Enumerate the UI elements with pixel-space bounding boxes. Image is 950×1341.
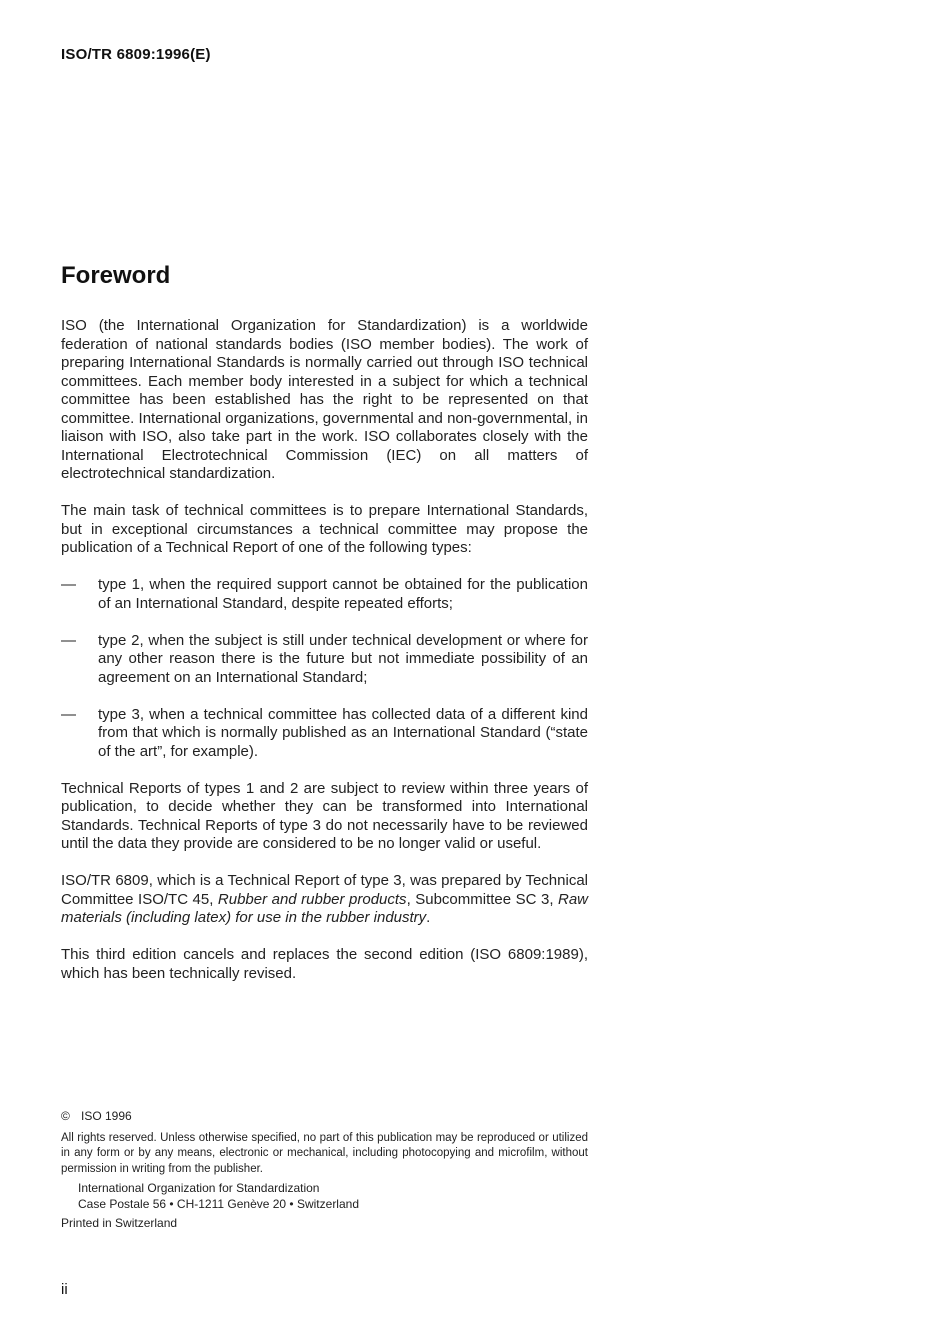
publisher-name: International Organization for Standardization	[78, 1181, 320, 1195]
subcommittee-title: Raw materials (including latex) for use in the rubber industry	[61, 890, 589, 926]
list-dash: —	[61, 705, 76, 723]
copyright-icon: ©	[61, 1109, 70, 1123]
list-dash: —	[61, 631, 76, 649]
foreword-paragraph-1: ISO (the International Organization for Standardization) is a worldwide federation of national standards bodies (ISO member bodies). The work of preparing International Standards is normally carried out through ISO technical committees. Each member body interested in a subject for which a technical committee has been established has the right to be represented on that committee. International organizations, governmental and non-governmental, in liaison with ISO, also take part in the work. ISO collaborates closely with the International Electrotechnical Commission (IEC) on all matters of electrotechnical standardization.	[61, 317, 588, 482]
list-item-text: type 1, when the required support cannot be obtained for the publication of an International Standard, despite repeated efforts;	[98, 576, 588, 612]
foreword-heading: Foreword	[61, 262, 171, 289]
foreword-body	[61, 317, 588, 1002]
printed-location: Printed in Switzerland	[61, 1216, 178, 1230]
publisher-postal: Case Postale 56 • CH-1211 Genève 20 • Switzerland	[78, 1196, 359, 1211]
foreword-paragraph-4	[61, 872, 588, 928]
list-item	[61, 706, 588, 762]
copyright-notice	[61, 1109, 588, 1232]
foreword-paragraph-3: Technical Reports of types 1 and 2 are subject to review within three years of publication, to decide whether they can be transformed into International Standards. Technical Reports of type 3 do not necessarily have to be reviewed until the data they provide are considered to be no longer valid or useful.	[61, 779, 588, 852]
list-item-text: type 3, when a technical committee has collected data of a different kind from that which is normally published as an International Standard (“state of the art”, for example).	[98, 705, 588, 760]
copyright-year: ISO 1996	[81, 1109, 132, 1123]
copyright-line	[61, 1109, 588, 1125]
foreword-paragraph-2: The main task of technical committees is to prepare International Standards, but in exceptional circumstances a technical committee may propose the publication of a Technical Report of one of the following types:	[61, 502, 588, 556]
paragraph-4-text-a: ISO/TR 6809, which is a Technical Report of type 3, was prepared by Technical Committee ISO/TC 45,	[61, 872, 588, 908]
rights-statement: All rights reserved. Unless otherwise specified, no part of this publication may be reproduced or utilized in any form or by any means, electronic or mechanical, including photocopying and microfilm, without permission in writing from the publisher.	[61, 1131, 588, 1175]
list-dash: —	[61, 576, 76, 593]
publisher-address	[78, 1181, 588, 1212]
list-item	[61, 576, 588, 613]
report-types-list	[61, 576, 588, 761]
list-item	[61, 632, 588, 688]
foreword-paragraph-5: This third edition cancels and replaces the second edition (ISO 6809:1989), which has been technically revised.	[61, 946, 588, 982]
paragraph-4-text-b: , Subcommittee SC 3,	[406, 890, 558, 908]
paragraph-4-text-c: .	[426, 909, 431, 926]
committee-title: Rubber and rubber products	[217, 890, 407, 908]
page-number: ii	[61, 1281, 68, 1298]
list-item-text: type 2, when the subject is still under technical development or where for any other reason there is the future but not immediate possibility of an agreement on an International Standard;	[98, 631, 588, 686]
document-identifier: ISO/TR 6809:1996(E)	[61, 46, 211, 63]
